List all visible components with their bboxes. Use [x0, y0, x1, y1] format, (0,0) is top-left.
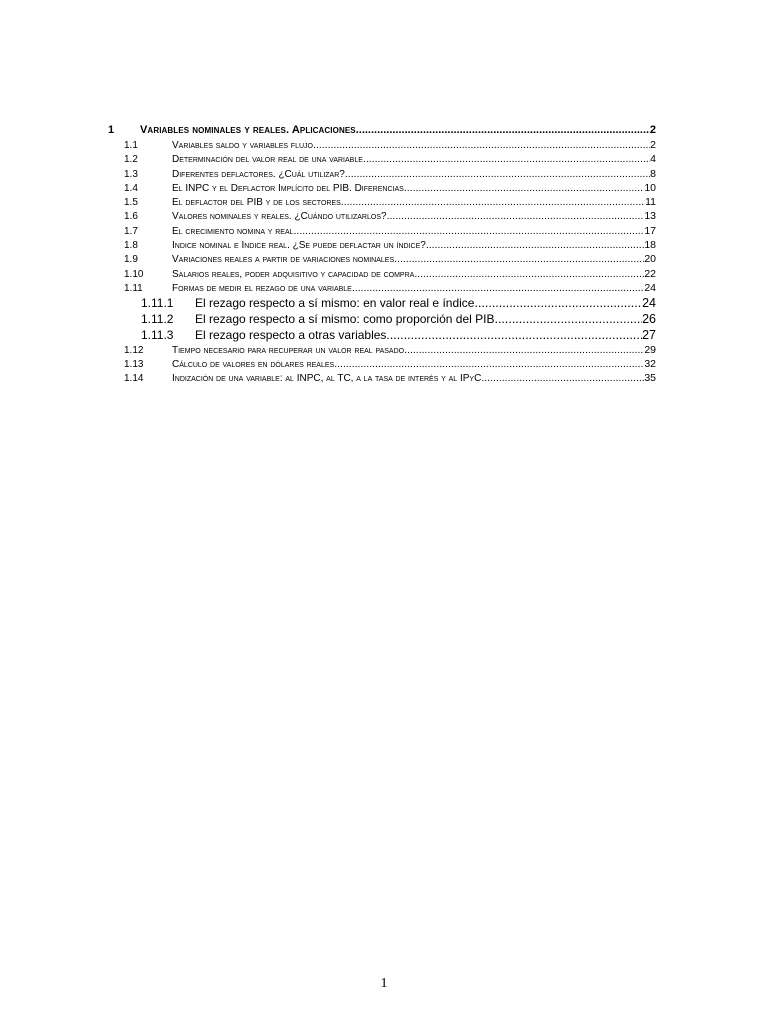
toc-entry[interactable]	[108, 328, 656, 344]
toc-entry-title: Variables saldo y variables flujo	[172, 140, 313, 151]
toc-entry-number: 1.9	[124, 254, 138, 266]
toc-entry[interactable]	[108, 182, 656, 196]
toc-entry[interactable]	[108, 372, 656, 386]
toc-entry-number: 1.11.3	[141, 327, 174, 342]
toc-entry-number: 1.12	[124, 344, 144, 356]
toc-entry-number: 1.7	[124, 225, 138, 237]
toc-entry-title: Variables nominales y reales. Aplicaciones	[140, 124, 356, 136]
toc-entry-title: Valores nominales y reales. ¿Cuándo utilizarlos?	[172, 211, 387, 223]
toc-entry-title: El rezago respecto a otras variables.	[195, 327, 390, 342]
toc-entry[interactable]	[108, 139, 656, 153]
toc-entry-page: 32	[644, 357, 656, 370]
toc-entry-title: El deflactor del PIB y de los sectores	[172, 197, 341, 209]
toc-entry-title: Formas de medir el rezago de una variable	[172, 282, 352, 294]
toc-entry-title: El crecimiento nomina y real	[172, 225, 294, 237]
toc-entry-title: Tiempo necesario para recuperar un valor real pasado	[172, 344, 405, 356]
toc-entry-page: 26	[642, 312, 656, 327]
toc-entry-number: 1.2	[124, 154, 138, 166]
toc-entry-number: 1.14	[124, 373, 144, 385]
toc-entry-page: 20	[644, 253, 656, 266]
dot-leader	[414, 268, 644, 280]
toc-entry-title: El rezago respecto a sí mismo: como proporción del PIB	[195, 312, 495, 327]
toc-entry-page: 24	[644, 281, 656, 294]
dot-leader	[474, 296, 642, 310]
toc-entry[interactable]	[108, 282, 656, 296]
dot-leader	[426, 239, 645, 251]
toc-entry[interactable]	[108, 153, 656, 167]
toc-entry-title: Determinación del valor real de una variable	[172, 154, 363, 166]
toc-entry-number: 1.5	[124, 197, 138, 209]
dot-leader	[404, 344, 644, 356]
dot-leader	[294, 225, 645, 237]
toc-entry[interactable]	[108, 168, 656, 182]
toc-entry-number: 1.8	[124, 240, 138, 252]
toc-entry-title: Diferentes deflactores. ¿Cuál utilizar?	[172, 168, 345, 180]
toc-entry-number: 1.3	[124, 168, 138, 180]
toc-entry-number: 1	[108, 124, 115, 136]
toc-entry-number: 1.4	[124, 182, 138, 194]
toc-entry-page: 18	[644, 239, 656, 252]
toc-entry[interactable]	[108, 253, 656, 267]
toc-entry[interactable]	[108, 344, 656, 358]
toc-entry-page: 2	[650, 139, 656, 151]
toc-entry-page: 27	[642, 327, 656, 342]
toc-entry-page: 4	[650, 153, 656, 166]
dot-leader	[363, 153, 650, 165]
dot-leader	[334, 358, 644, 370]
toc-entry-title: Salarios reales, poder adquisitivo y capacidad de compra	[172, 268, 415, 280]
dot-leader	[345, 168, 650, 180]
dot-leader	[394, 253, 644, 265]
table-of-contents	[108, 124, 656, 387]
toc-entry-page: 22	[644, 267, 656, 280]
toc-entry-title: Variaciones reales a partir de variaciones nominales	[172, 254, 395, 266]
toc-entry[interactable]	[108, 225, 656, 239]
toc-entry[interactable]	[108, 296, 656, 312]
toc-entry-page: 8	[650, 167, 656, 180]
toc-entry-page: 2	[649, 124, 656, 136]
toc-entry-title: El INPC y el Deflactor Implícito del PIB. Diferencias	[172, 182, 404, 194]
toc-entry[interactable]	[108, 239, 656, 253]
toc-entry-number: 1.11.1	[141, 296, 174, 311]
toc-entry-page: 24	[642, 296, 656, 311]
toc-entry-title: Indización de una variable: al INPC, al TC, a la tasa de interés y al IPyC	[172, 373, 482, 385]
page-number: 1	[380, 976, 388, 991]
toc-entry-number: 1.11.2	[141, 312, 174, 327]
toc-entry-title: Indice nominal e Indice real. ¿Se puede deflactar un índice?	[172, 240, 426, 252]
dot-leader	[313, 139, 650, 151]
toc-entry-page: 10	[644, 181, 656, 194]
toc-entry-number: 1.10	[124, 268, 144, 280]
toc-entry[interactable]	[108, 124, 656, 139]
toc-entry-title: El rezago respecto a sí mismo: en valor real e índice	[195, 296, 475, 311]
toc-entry-number: 1.11	[124, 282, 143, 294]
toc-entry-title: Cálculo de valores en dólares reales	[172, 358, 335, 370]
toc-entry[interactable]	[108, 210, 656, 224]
toc-entry-number: 1.13	[124, 358, 144, 370]
dot-leader	[356, 124, 650, 136]
dot-leader	[387, 210, 645, 222]
toc-entry-number: 1.6	[124, 211, 138, 223]
toc-entry[interactable]	[108, 268, 656, 282]
dot-leader	[481, 372, 644, 384]
toc-entry-page: 29	[644, 343, 656, 356]
toc-entry[interactable]	[108, 196, 656, 210]
toc-entry-page: 17	[644, 224, 656, 237]
dot-leader	[341, 196, 645, 208]
dot-leader	[494, 312, 642, 326]
toc-entry-page: 35	[644, 372, 656, 385]
dot-leader	[390, 328, 642, 342]
toc-entry-number: 1.1	[124, 140, 138, 151]
dot-leader	[352, 282, 644, 294]
toc-entry-page: 13	[644, 210, 656, 223]
dot-leader	[404, 182, 645, 194]
toc-entry[interactable]	[108, 358, 656, 372]
toc-entry[interactable]	[108, 312, 656, 328]
toc-entry-page: 11	[645, 196, 656, 209]
